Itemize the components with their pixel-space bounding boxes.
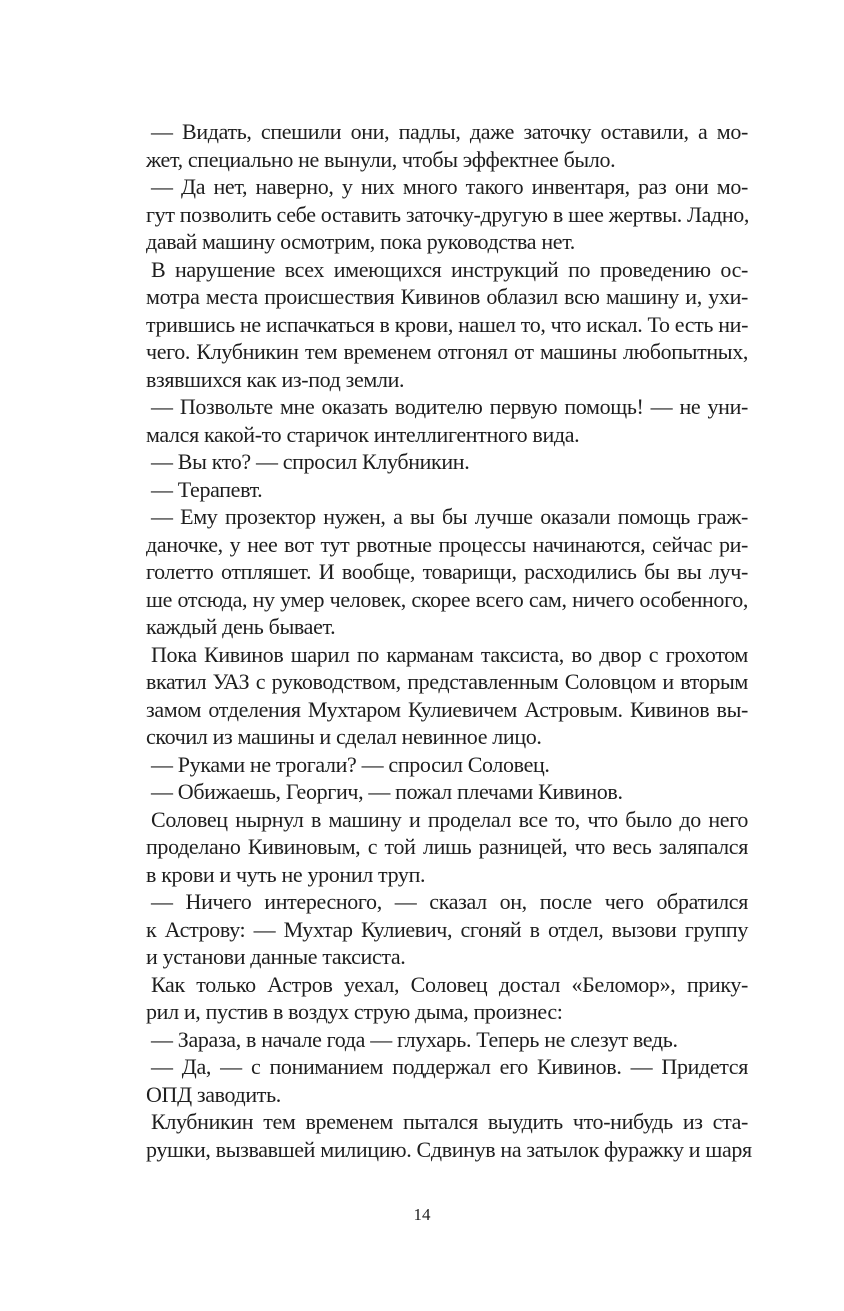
text-line: В нарушение всех имеющихся инструкций по проведению ос- bbox=[151, 256, 748, 282]
text-line: и установи данные таксиста. bbox=[146, 944, 406, 969]
text-line: скочил из машины и сделал невинное лицо. bbox=[146, 724, 542, 749]
text-line: — Позвольте мне оказать водителю первую помощь! — не уни- bbox=[151, 394, 748, 419]
text-line: — Вы кто? — спросил Клубникин. bbox=[151, 449, 470, 474]
text-line: — Видать, спешили они, падлы, даже заточку оставили, а мо- bbox=[151, 119, 748, 144]
text-line: ОПД заводить. bbox=[146, 1081, 281, 1107]
text-line: — Ничего интересного, — сказал он, после чего обратился bbox=[151, 889, 748, 914]
page-body-text bbox=[146, 118, 752, 1163]
text-line: — Терапевт. bbox=[151, 476, 263, 502]
text-line: Пока Кивинов шарил по карманам таксиста, во двор с грохотом bbox=[151, 641, 748, 667]
text-line: мотра места происшествия Кивинов облазил всю машину и, ухи- bbox=[146, 284, 748, 309]
text-line: проделано Кивиновым, с той лишь разницей, что весь заляпался bbox=[146, 834, 748, 859]
text-line: мался какой-то старичок интеллигентного вида. bbox=[146, 421, 580, 447]
text-line: взявшихся как из-под земли. bbox=[146, 366, 405, 392]
text-line: жет, специально не вынули, чтобы эффектнее было. bbox=[146, 146, 616, 172]
text-line: — Ему прозектор нужен, а вы бы лучше оказали помощь граж- bbox=[151, 504, 748, 529]
text-line: — Да, — с пониманием поддержал его Кивинов. — Придется bbox=[151, 1054, 748, 1079]
text-line: — Да нет, наверно, у них много такого инвентаря, раз они мо- bbox=[151, 174, 748, 199]
text-line: Клубникин тем временем пытался выудить что-нибудь из ста- bbox=[151, 1109, 748, 1134]
text-line: — Зараза, в начале года — глухарь. Теперь не слезут ведь. bbox=[151, 1026, 678, 1052]
page-number: 14 bbox=[413, 1205, 431, 1224]
text-line: Соловец нырнул в машину и проделал все то, что было до него bbox=[151, 806, 748, 832]
text-line: каждый день бывает. bbox=[146, 614, 336, 639]
text-line: ше отсюда, ну умер человек, скорее всего сам, ничего особенного, bbox=[146, 586, 748, 612]
text-line: — Руками не трогали? — спросил Соловец. bbox=[151, 751, 550, 777]
text-line: голетто отпляшет. И вообще, товарищи, расходились бы вы луч- bbox=[146, 559, 748, 584]
text-line: Как только Астров уехал, Соловец достал «Беломор», прику- bbox=[151, 971, 748, 997]
text-line: рил и, пустив в воздух струю дыма, произнес: bbox=[146, 999, 563, 1024]
text-line: даночке, у нее вот тут рвотные процессы начинаются, сейчас ри- bbox=[146, 531, 748, 557]
text-line: трившись не испачкаться в крови, нашел то, что искал. То есть ни- bbox=[146, 311, 749, 337]
text-line: замом отделения Мухтаром Кулиевичем Астровым. Кивинов вы- bbox=[146, 696, 748, 722]
text-line: — Обижаешь, Георгич, — пожал плечами Кивинов. bbox=[151, 779, 623, 804]
text-line: к Астрову: — Мухтар Кулиевич, сгоняй в отдел, вызови группу bbox=[146, 916, 748, 942]
text-line: в крови и чуть не уронил труп. bbox=[146, 861, 426, 887]
text-line: давай машину осмотрим, пока руководства нет. bbox=[146, 229, 575, 254]
text-line: вкатил УАЗ с руководством, представленным Соловцом и вторым bbox=[146, 669, 748, 694]
text-line: гут позволить себе оставить заточку-другую в шее жертвы. Ладно, bbox=[146, 201, 750, 227]
text-line: чего. Клубникин тем временем отгонял от машины любопытных, bbox=[146, 339, 748, 364]
text-line: рушки, вызвавшей милицию. Сдвинув на затылок фуражку и шаря bbox=[146, 1136, 752, 1162]
